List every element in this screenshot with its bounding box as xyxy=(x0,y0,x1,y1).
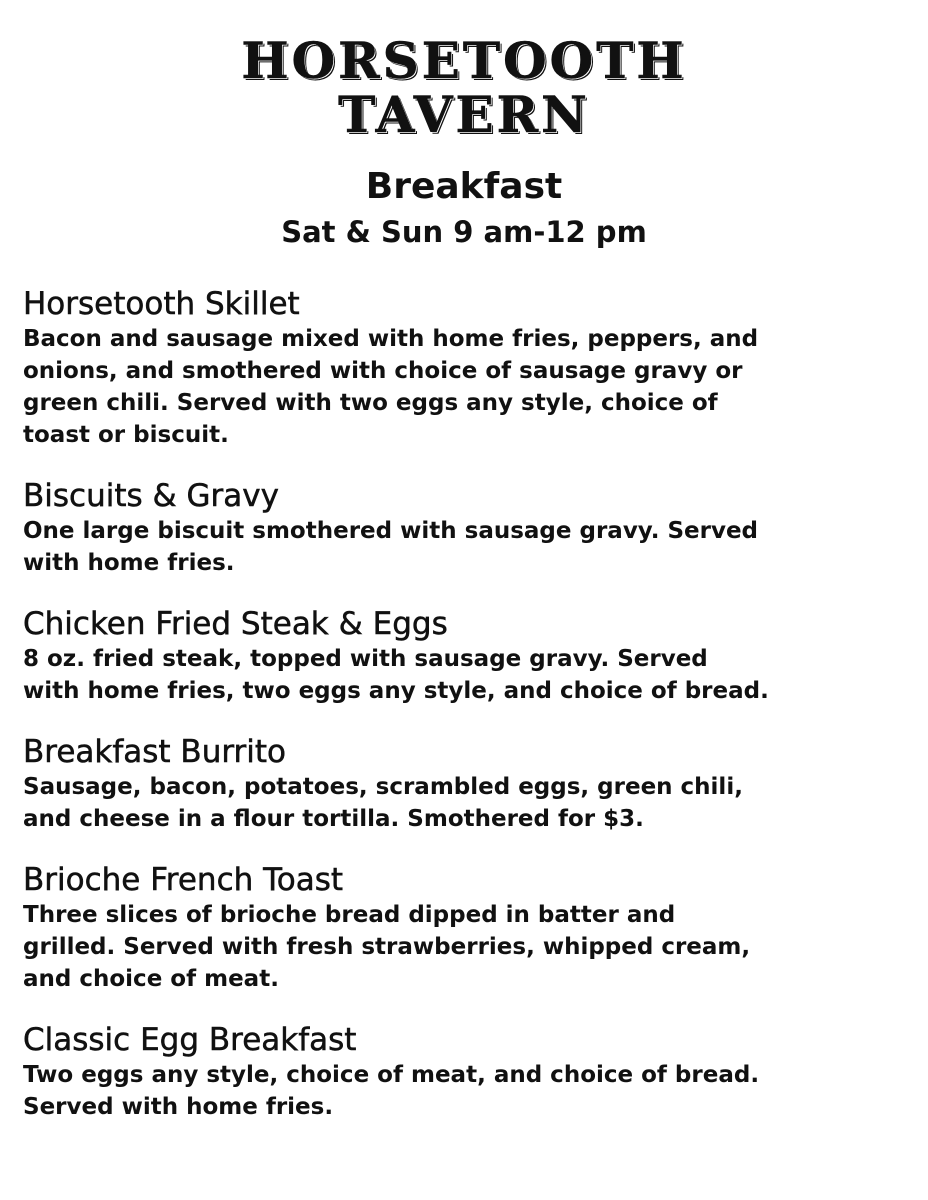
menu-item-description: Two eggs any style, choice of meat, and choice of bread. Served with home fries. xyxy=(23,1062,760,1120)
menu-item xyxy=(23,285,823,451)
menu-item-name: Classic Egg Breakfast xyxy=(23,1022,357,1058)
menu-item-description: One large biscuit smothered with sausage gravy. Served with home fries. xyxy=(23,518,759,576)
menu-item-name: Horsetooth Skillet xyxy=(23,286,300,322)
menu-item-description: 8 oz. fried steak, topped with sausage gravy. Served with home fries, two eggs any style, and choice of bread. xyxy=(23,646,769,704)
serving-hours: Sat & Sun 9 am-12 pm xyxy=(281,215,647,249)
menu-header xyxy=(0,31,928,250)
menu-section-title: Breakfast xyxy=(365,166,563,207)
menu-item-list xyxy=(23,285,823,1149)
menu-item xyxy=(23,861,823,995)
restaurant-name-line-1: HORSETOOTH xyxy=(241,31,687,90)
menu-item xyxy=(23,733,823,835)
menu-item-description: Sausage, bacon, potatoes, scrambled eggs, green chili, and cheese in a flour tortilla. Smothered for $3. xyxy=(23,774,743,832)
menu-item xyxy=(23,605,823,707)
menu-item-name: Brioche French Toast xyxy=(23,862,344,898)
menu-item-name: Breakfast Burrito xyxy=(23,734,287,770)
menu-item xyxy=(23,477,823,579)
menu-item-description: Three slices of brioche bread dipped in batter and grilled. Served with fresh strawberries, whipped cream, and choice of meat. xyxy=(23,902,751,992)
menu-item-description: Bacon and sausage mixed with home fries, peppers, and onions, and smothered with choice of sausage gravy or green chili. Served with two eggs any style, choice of toast or biscuit. xyxy=(23,326,759,448)
menu-item xyxy=(23,1021,823,1123)
restaurant-name-line-2: TAVERN xyxy=(338,85,590,144)
menu-item-name: Chicken Fried Steak & Eggs xyxy=(23,606,448,642)
restaurant-name xyxy=(0,31,928,144)
menu-item-name: Biscuits & Gravy xyxy=(23,478,279,514)
